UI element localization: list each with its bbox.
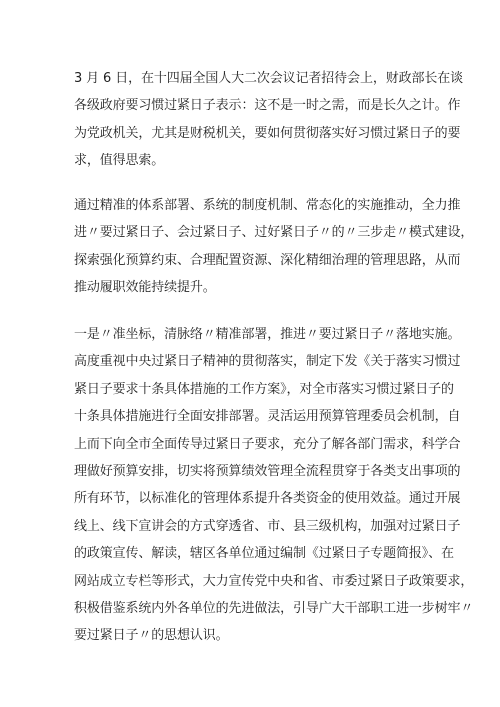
paragraph-intro xyxy=(74,65,463,175)
paragraph-line: 高度重视中央过紧日子精神的贯彻落实，制定下发《关于落实习惯过 xyxy=(74,354,461,370)
paragraph-approach xyxy=(74,192,474,302)
paragraph-line: 探索强化预算约束、合理配置资源、深化精细治理的管理思路，从而 xyxy=(74,252,461,268)
paragraph-line: 十条具体措施进行全面安排部署。灵活运用预算管理委员会机制，自 xyxy=(74,409,461,425)
paragraph-line: 的政策宣传、解读，辖区各单位通过编制《过紧日子专题简报》、在 xyxy=(74,546,454,562)
paragraph-line: 要过紧日子〃的思想认识。 xyxy=(74,628,229,644)
paragraph-line: 紧日子要求十条具体措施的工作方案》，对全市落实习惯过紧日子的 xyxy=(74,381,454,397)
paragraph-line: 进〃要过紧日子、会过紧日子、过好紧日子〃的〃三步走〃模式建设， xyxy=(74,225,474,241)
paragraph-line: 推动履职效能持续提升。 xyxy=(74,280,216,296)
paragraph-line: 所有环节，以标准化的管理体系提升各类资金的使用效益。通过开展 xyxy=(74,491,461,507)
paragraph-line: 求，值得思索。 xyxy=(74,153,165,169)
paragraph-line: 线上、线下宣讲会的方式穿透省、市、县三级机构，加强对过紧日子 xyxy=(74,518,461,534)
paragraph-line: 上而下向全市全面传导过紧日子要求，充分了解各部门需求，科学合 xyxy=(74,436,461,452)
paragraph-line: 理做好预算安排，切实将预算绩效管理全流程贯穿于各类支出事项的 xyxy=(74,463,461,479)
paragraph-line: 各级政府要习惯过紧日子表示：这不是一时之需，而是长久之计。作 xyxy=(74,98,461,114)
paragraph-line: 积极借鉴系统内外各单位的先进做法，引导广大干部职工进一步树牢〃 xyxy=(74,600,474,616)
paragraph-line: 3 月 6 日，在十四届全国人大二次会议记者招待会上，财政部长在谈 xyxy=(74,71,463,86)
paragraph-line: 一是〃准坐标，清脉络〃精准部署，推进〃要过紧日子〃落地实施。 xyxy=(74,327,461,342)
paragraph-line: 为党政机关，尤其是财税机关，要如何贯彻落实好习惯过紧日子的要 xyxy=(74,125,461,141)
paragraph-line: 网站成立专栏等形式，大力宣传党中央和省、市委过紧日子政策要求， xyxy=(74,573,474,589)
paragraph-point-one xyxy=(74,321,474,650)
paragraph-line: 通过精准的体系部署、系统的制度机制、常态化的实施推动，全力推 xyxy=(74,198,461,213)
